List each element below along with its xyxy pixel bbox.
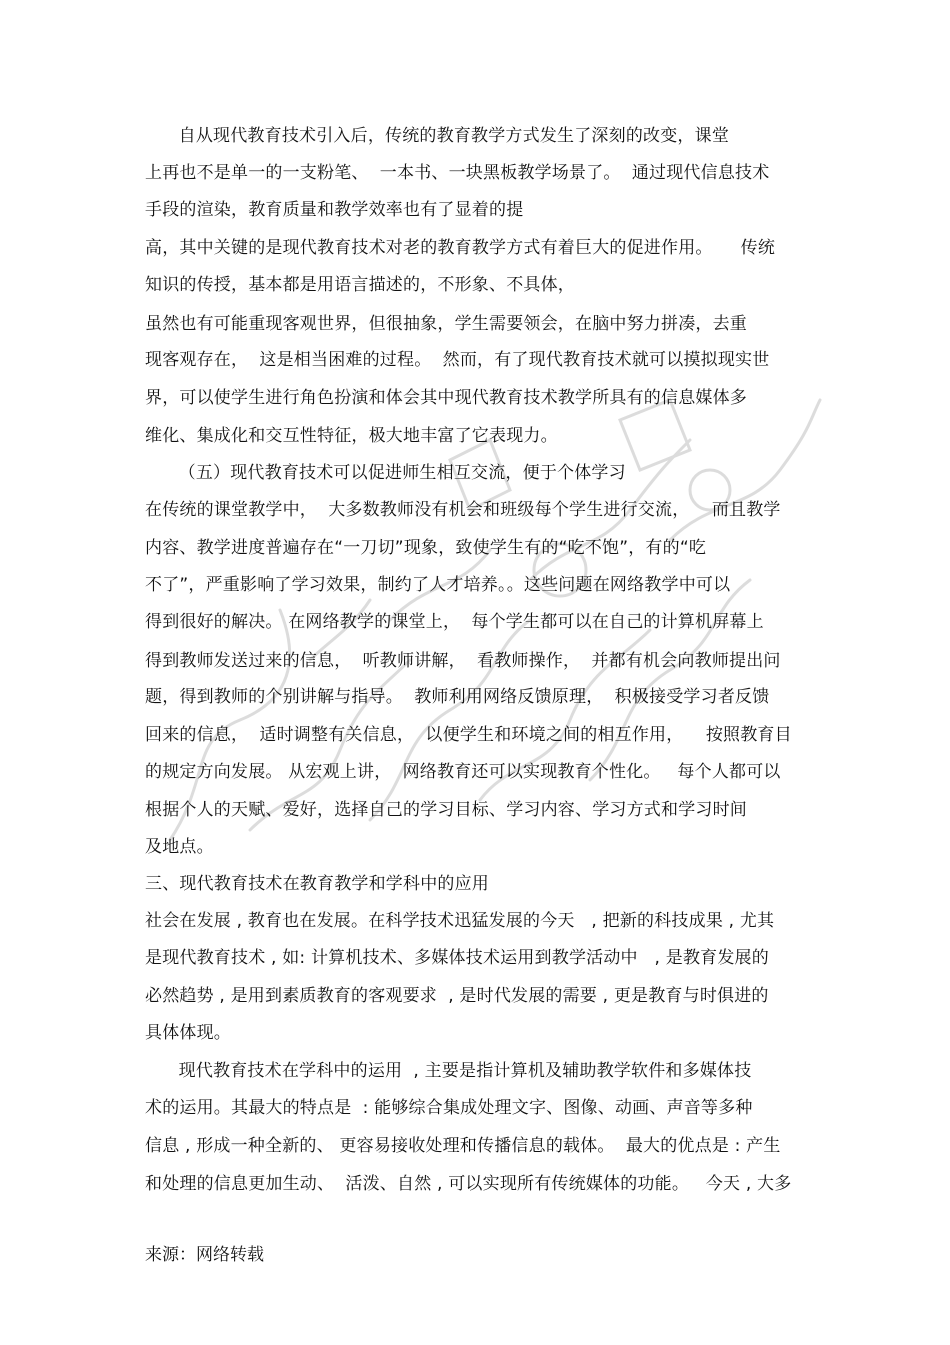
paragraph-line: 现代教育技术在学科中的运用 , 主要是指计算机及辅助教学软件和多媒体技 — [145, 1061, 752, 1081]
paragraph-line: 题，得到教师的个别讲解与指导。 教师利用网络反馈原理， 积极接受学习者反馈 — [145, 687, 770, 707]
paragraph-line: 虽然也有可能重现客观世界，但很抽象，学生需要领会，在脑中努力拼凑，去重 — [145, 314, 747, 334]
source-note: 来源：网络转载 — [145, 1245, 264, 1265]
paragraph-line: 得到很好的解决。 在网络教学的课堂上， 每个学生都可以在自己的计算机屏幕上 — [145, 612, 764, 632]
paragraph-line: 不了”，严重影响了学习效果，制约了人才培养。。这些问题在网络教学中可以 — [145, 575, 731, 595]
paragraph-line: 自从现代教育技术引入后，传统的教育教学方式发生了深刻的改变，课堂 — [145, 126, 730, 146]
section-heading: 三、现代教育技术在教育教学和学科中的应用 — [145, 874, 489, 894]
paragraph-line: 界，可以使学生进行角色扮演和体会其中现代教育技术教学所具有的信息媒体多 — [145, 388, 747, 408]
paragraph-line: 是现代教育技术 , 如: 计算机技术、多媒体技术运用到教学活动中 , 是教育发展的 — [145, 948, 769, 968]
paragraph-line: 必然趋势 , 是用到素质教育的客观要求 , 是时代发展的需要 , 更是教育与时俱进的 — [145, 986, 769, 1006]
paragraph-line: 回来的信息， 适时调整有关信息， 以便学生和环境之间的相互作用， 按照教育目 — [145, 725, 792, 745]
paragraph-line: 社会在发展 , 教育也在发展。在科学技术迅猛发展的今天 , 把新的科技成果 , 尤其 — [145, 911, 775, 931]
paragraph-line: 信息 , 形成一种全新的、 更容易接收处理和传播信息的载体。 最大的优点是 : 产生 — [145, 1136, 781, 1156]
paragraph-line: 维化、集成化和交互性特征，极大地丰富了它表现力。 — [145, 426, 558, 446]
paragraph-line: 得到教师发送过来的信息， 听教师讲解， 看教师操作， 并都有机会向教师提出问 — [145, 651, 781, 671]
paragraph-line: 在传统的课堂教学中， 大多数教师没有机会和班级每个学生进行交流， 而且教学 — [145, 500, 781, 520]
paragraph-line: 根据个人的天赋、爱好，选择自己的学习目标、学习内容、学习方式和学习时间 — [145, 800, 747, 820]
section-heading: （五）现代教育技术可以促进师生相互交流，便于个体学习 — [145, 463, 626, 483]
paragraph-line: 手段的渲染，教育质量和教学效率也有了显着的提 — [145, 200, 524, 220]
paragraph-line: 及地点。 — [145, 837, 214, 857]
paragraph-line: 内容、教学进度普遍存在“一刀切”现象，致使学生有的“吃不饱”，有的“吃 — [145, 538, 707, 558]
paragraph-line: 具体体现。 — [145, 1023, 231, 1043]
paragraph-line: 上再也不是单一的一支粉笔、 一本书、一块黑板教学场景了。 通过现代信息技术 — [145, 163, 770, 183]
paragraph-line: 的规定方向发展。 从宏观上讲， 网络教育还可以实现教育个性化。 每个人都可以 — [145, 762, 781, 782]
paragraph-line: 现客观存在， 这是相当困难的过程。 然而，有了现代教育技术就可以摸拟现实世 — [145, 350, 770, 370]
paragraph-line: 术的运用。其最大的特点是 : 能够综合集成处理文字、图像、动画、声音等多种 — [145, 1098, 753, 1118]
paragraph-line: 和处理的信息更加生动、 活泼、自然 , 可以实现所有传统媒体的功能。 今天 , 大多 — [145, 1174, 792, 1194]
paragraph-line: 高，其中关键的是现代教育技术对老的教育教学方式有着巨大的促进作用。 传统 — [145, 238, 776, 258]
paragraph-line: 知识的传授，基本都是用语言描述的，不形象、不具体， — [145, 275, 575, 295]
